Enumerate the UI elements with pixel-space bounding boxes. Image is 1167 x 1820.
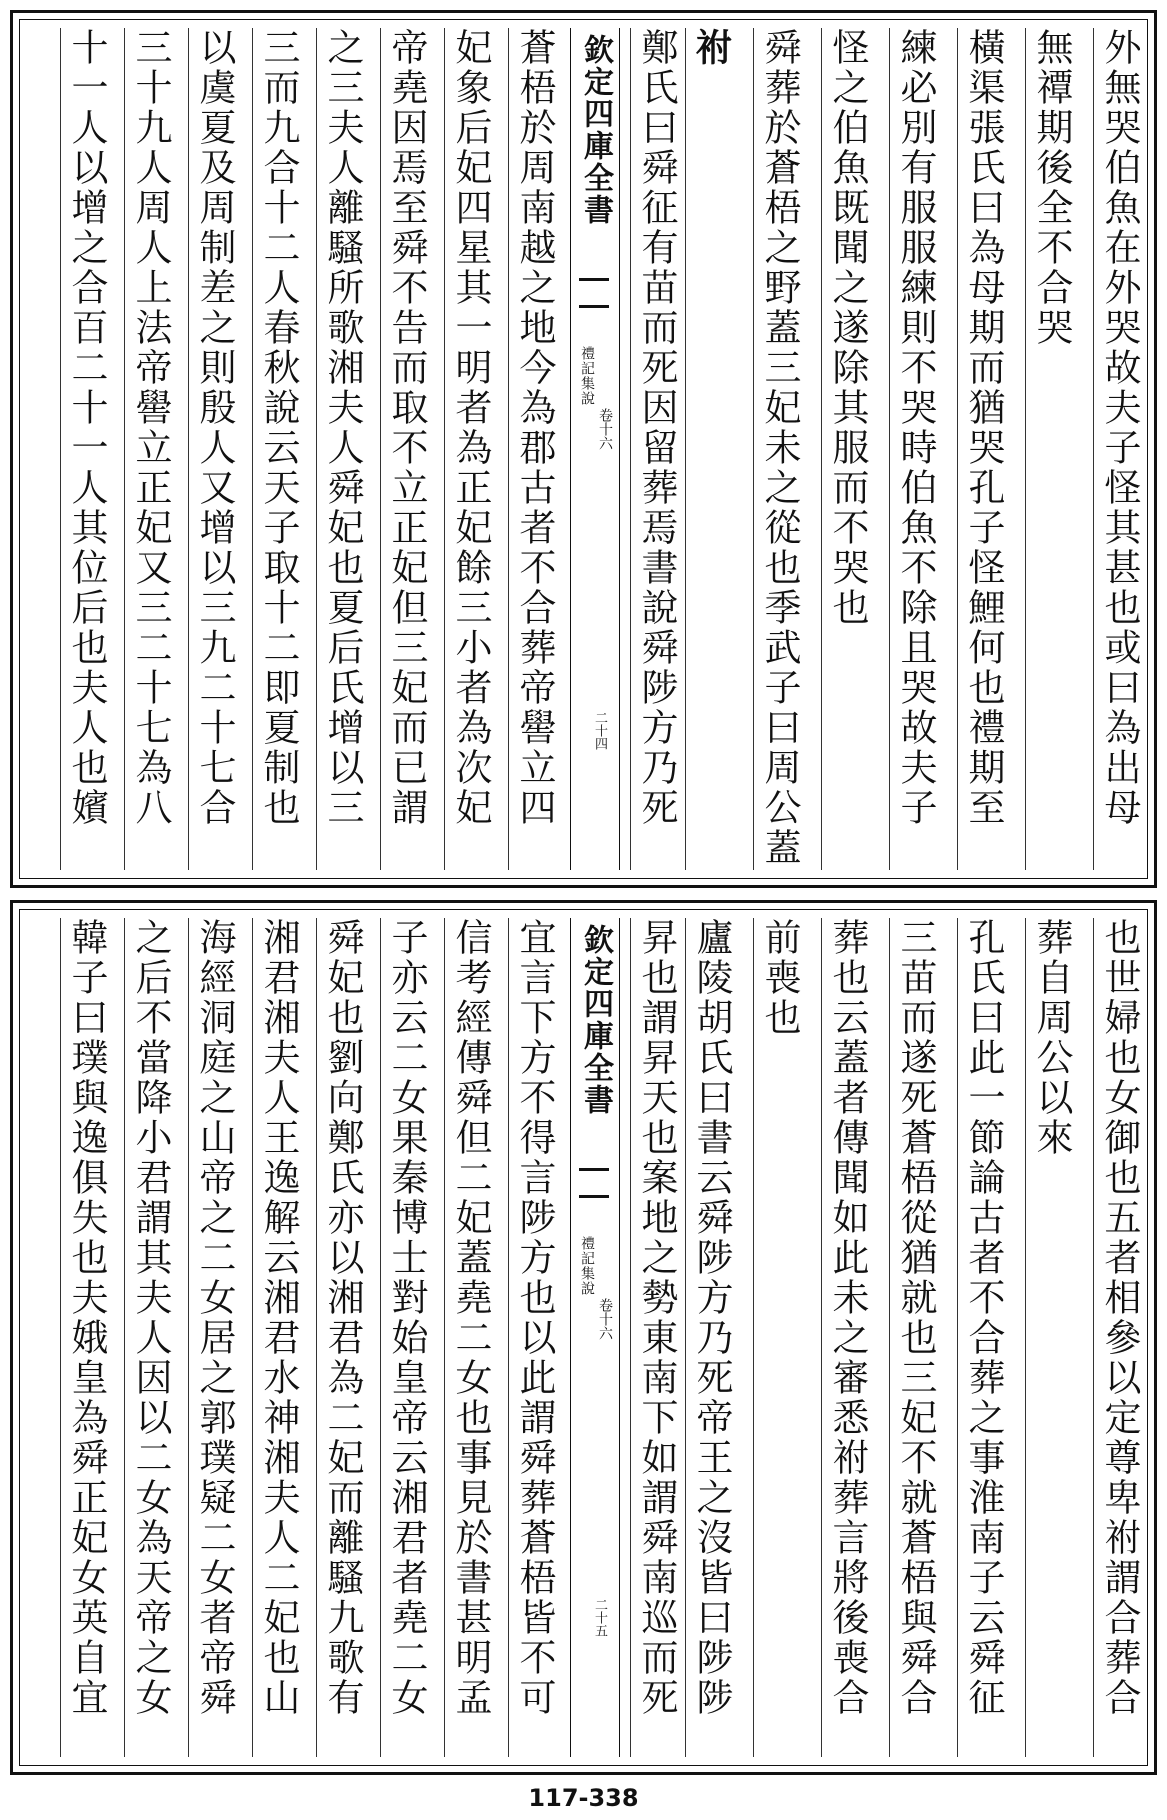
text-column: 廬陵胡氏曰書云舜陟方乃死帝王之沒皆曰陟陟: [685, 918, 736, 1757]
text-column: 蒼梧於周南越之地今為郡古者不合葬帝嚳立四: [508, 28, 559, 870]
upper-page-frame: [19, 19, 1148, 879]
text-column: 外無哭伯魚在外哭故夫子怪其甚也或曰為出母: [1093, 28, 1144, 870]
center-spine: [570, 28, 620, 870]
text-column: 舜妃也劉向鄭氏亦以湘君為二妃而離騷九歌有: [316, 918, 367, 1757]
text-column: 無禫期後全不合哭: [1025, 28, 1076, 870]
text-column: 橫渠張氏曰為母期而猶哭孔子怪鯉何也禮期至: [957, 28, 1008, 870]
text-column: 帝堯因焉至舜不告而取不立正妃但三妃而已謂: [380, 28, 431, 870]
spine-page-number: 二十四: [592, 711, 607, 750]
text-column: 以虞夏及周制差之則殷人又增以三九二十七合: [188, 28, 239, 870]
text-column: 韓子曰璞與逸俱失也夫娥皇為舜正妃女英自宜: [60, 918, 111, 1757]
text-column: 葬自周公以來: [1025, 918, 1076, 1757]
text-column: 之后不當降小君謂其夫人因以二女為天帝之女: [124, 918, 175, 1757]
lower-page: [10, 900, 1157, 1775]
spine-page-number: 二十五: [592, 1598, 607, 1637]
center-spine: [570, 918, 620, 1757]
image-reference-number: 117-338: [528, 1784, 639, 1812]
lower-page-frame: [19, 909, 1148, 1766]
text-column: 之三夫人離騷所歌湘夫人舜妃也夏后氏增以三: [316, 28, 367, 870]
text-column: 三十九人周人上法帝嚳立正妃又三二十七為八: [124, 28, 175, 870]
text-column: 妃象后妃四星其一明者為正妃餘三小者為次妃: [444, 28, 495, 870]
spine-book-title: 禮記集說: [579, 346, 595, 406]
text-column: 信考經傳舜但二妃蓋堯二女也事見於書甚明孟: [444, 918, 495, 1757]
text-column: 前喪也: [753, 918, 804, 1757]
fish-tail-mark: [579, 1168, 609, 1198]
spine-volume: 卷十六: [597, 1298, 613, 1340]
text-column: 也世婦也女御也五者相參以定尊卑祔謂合葬合: [1093, 918, 1144, 1757]
text-column: 祔: [685, 28, 736, 870]
text-column: 練必別有服服練則不哭時伯魚不除且哭故夫子: [889, 28, 940, 870]
text-column: 海經洞庭之山帝之二女居之郭璞疑二女者帝舜: [188, 918, 239, 1757]
text-column: 湘君湘夫人王逸解云湘君水神湘夫人二妃也山: [252, 918, 303, 1757]
text-column: 三苗而遂死蒼梧從猶就也三妃不就蒼梧與舜合: [889, 918, 940, 1757]
text-column: 葬也云蓋者傳聞如此未之審悉祔葬言將後喪合: [821, 918, 872, 1757]
spine-title: 欽定四庫全書: [578, 924, 613, 1116]
upper-page: [10, 10, 1157, 888]
text-column: 昇也謂昇天也案地之勢東南下如謂舜南巡而死: [630, 918, 681, 1757]
spine-title: 欽定四庫全書: [578, 34, 613, 226]
text-column: 舜葬於蒼梧之野蓋三妃未之從也季武子曰周公蓋: [753, 28, 804, 870]
text-column: 宜言下方不得言陟方也以此謂舜葬蒼梧皆不可: [508, 918, 559, 1757]
fish-tail-mark: [579, 278, 609, 308]
spine-book-title: 禮記集說: [579, 1236, 595, 1296]
text-column: 三而九合十二人春秋說云天子取十二即夏制也: [252, 28, 303, 870]
text-column: 孔氏曰此一節論古者不合葬之事淮南子云舜征: [957, 918, 1008, 1757]
text-column: 怪之伯魚既聞之遂除其服而不哭也: [821, 28, 872, 870]
text-column: 鄭氏曰舜征有苗而死因留葬焉書說舜陟方乃死: [630, 28, 681, 870]
text-column: 子亦云二女果秦博士對始皇帝云湘君者堯二女: [380, 918, 431, 1757]
spine-volume: 卷十六: [597, 408, 613, 450]
text-column: 十一人以增之合百二十一人其位后也夫人也嬪: [60, 28, 111, 870]
